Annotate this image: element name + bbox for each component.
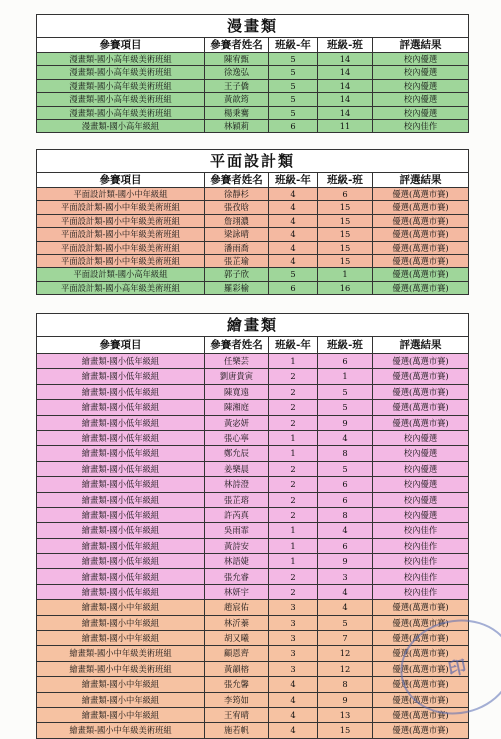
cell-class: 14 xyxy=(318,106,373,119)
cell-name: 徐逸弘 xyxy=(205,66,269,79)
comics-title: 漫畫類 xyxy=(37,15,469,38)
cell-name: 黃韻榕 xyxy=(205,661,269,676)
cell-result: 校內優選 xyxy=(373,446,469,461)
cell-result: 優選(萬選市賽) xyxy=(373,677,469,692)
header-class: 班級-班 xyxy=(318,337,373,354)
cell-class: 9 xyxy=(318,415,373,430)
table-row xyxy=(37,723,469,738)
cell-grade: 5 xyxy=(269,106,318,119)
cell-item: 漫畫類-國小高年級美術班組 xyxy=(37,66,205,79)
cell-grade: 1 xyxy=(269,538,318,553)
cell-item: 平面設計類-國小中年級美術班組 xyxy=(37,214,205,227)
cell-result: 校內佳作 xyxy=(373,584,469,599)
cell-grade: 1 xyxy=(269,554,318,569)
cell-grade: 2 xyxy=(269,461,318,476)
table-row xyxy=(37,66,469,79)
cell-result: 校內佳作 xyxy=(373,538,469,553)
cell-class: 3 xyxy=(318,569,373,584)
cell-grade: 3 xyxy=(269,600,318,615)
cell-item: 繪畫類-國小中年級美術班組 xyxy=(37,661,205,676)
cell-class: 1 xyxy=(318,369,373,384)
header-grade: 班級-年 xyxy=(269,38,318,53)
cell-grade: 4 xyxy=(269,201,318,214)
cell-class: 15 xyxy=(318,201,373,214)
cell-result: 校內優選 xyxy=(373,461,469,476)
cell-class: 6 xyxy=(318,538,373,553)
cell-class: 12 xyxy=(318,661,373,676)
table-row xyxy=(37,615,469,630)
cell-name: 林穎莉 xyxy=(205,119,269,132)
table-row xyxy=(37,492,469,507)
cell-name: 羅彩榆 xyxy=(205,281,269,294)
cell-name: 吳雨霏 xyxy=(205,523,269,538)
cell-grade: 2 xyxy=(269,400,318,415)
cell-result: 校內優選 xyxy=(373,492,469,507)
school-seal-stamp: 印 xyxy=(391,609,501,725)
cell-item: 平面設計類-國小高年級美術班組 xyxy=(37,281,205,294)
cell-class: 15 xyxy=(318,254,373,267)
table-row xyxy=(37,53,469,66)
cell-class: 15 xyxy=(318,241,373,254)
cell-name: 陳宥甄 xyxy=(205,53,269,66)
table-row xyxy=(37,523,469,538)
cell-name: 黃詩安 xyxy=(205,538,269,553)
cell-result: 優選(萬選市賽) xyxy=(373,354,469,369)
cell-result: 優選(萬選市賽) xyxy=(373,241,469,254)
cell-item: 繪畫類-國小中年級組 xyxy=(37,677,205,692)
cell-item: 漫畫類-國小高年級美術班組 xyxy=(37,93,205,106)
cell-name: 林沂蓁 xyxy=(205,615,269,630)
table-row xyxy=(37,79,469,92)
table-row xyxy=(37,461,469,476)
cell-name: 陳寬遠 xyxy=(205,384,269,399)
table-row xyxy=(37,631,469,646)
cell-grade: 4 xyxy=(269,707,318,722)
cell-grade: 2 xyxy=(269,477,318,492)
cell-item: 平面設計類-國小中年級美術班組 xyxy=(37,201,205,214)
cell-class: 11 xyxy=(318,119,373,132)
cell-grade: 1 xyxy=(269,446,318,461)
cell-result: 優選(萬選市賽) xyxy=(373,214,469,227)
table-row xyxy=(37,106,469,119)
cell-class: 7 xyxy=(318,631,373,646)
cell-class: 6 xyxy=(318,492,373,507)
comics-table xyxy=(36,14,469,133)
cell-name: 趙宸佑 xyxy=(205,600,269,615)
cell-name: 李筠如 xyxy=(205,692,269,707)
cell-class: 4 xyxy=(318,584,373,599)
table-row xyxy=(37,415,469,430)
cell-result: 優選(萬選市賽) xyxy=(373,646,469,661)
cell-class: 15 xyxy=(318,228,373,241)
cell-name: 黃歆筠 xyxy=(205,93,269,106)
cell-result: 校內優選 xyxy=(373,53,469,66)
cell-grade: 2 xyxy=(269,569,318,584)
cell-name: 陳湘庭 xyxy=(205,400,269,415)
cell-class: 1 xyxy=(318,268,373,281)
cell-result: 優選(萬選市賽) xyxy=(373,384,469,399)
cell-item: 繪畫類-國小低年級組 xyxy=(37,538,205,553)
table-row xyxy=(37,354,469,369)
cell-result: 校內佳作 xyxy=(373,119,469,132)
cell-result: 優選(萬選市賽) xyxy=(373,268,469,281)
cell-class: 15 xyxy=(318,214,373,227)
cell-item: 繪畫類-國小低年級組 xyxy=(37,400,205,415)
table-row xyxy=(37,214,469,227)
cell-item: 繪畫類-國小低年級組 xyxy=(37,354,205,369)
cell-class: 14 xyxy=(318,79,373,92)
cell-name: 林語婕 xyxy=(205,554,269,569)
header-result: 評選結果 xyxy=(373,173,469,188)
table-row xyxy=(37,188,469,201)
header-item: 參賽項目 xyxy=(37,337,205,354)
cell-item: 繪畫類-國小低年級組 xyxy=(37,430,205,445)
cell-name: 張孜晗 xyxy=(205,201,269,214)
cell-grade: 5 xyxy=(269,66,318,79)
cell-item: 繪畫類-國小中年級組 xyxy=(37,600,205,615)
cell-name: 顧恩齊 xyxy=(205,646,269,661)
cell-result: 優選(萬選市賽) xyxy=(373,188,469,201)
cell-class: 5 xyxy=(318,400,373,415)
cell-grade: 5 xyxy=(269,53,318,66)
cell-name: 郭子欣 xyxy=(205,268,269,281)
cell-class: 6 xyxy=(318,477,373,492)
cell-name: 胡又曦 xyxy=(205,631,269,646)
graphic-title: 平面設計類 xyxy=(37,150,469,173)
cell-item: 繪畫類-國小低年級組 xyxy=(37,384,205,399)
table-row xyxy=(37,400,469,415)
header-grade: 班級-年 xyxy=(269,173,318,188)
header-name: 參賽者姓名 xyxy=(205,38,269,53)
table-row xyxy=(37,254,469,267)
cell-result: 校內優選 xyxy=(373,477,469,492)
cell-grade: 2 xyxy=(269,507,318,522)
table-row xyxy=(37,281,469,294)
cell-item: 繪畫類-國小低年級組 xyxy=(37,477,205,492)
cell-result: 優選(萬選市賽) xyxy=(373,692,469,707)
header-result: 評選結果 xyxy=(373,337,469,354)
cell-result: 校內優選 xyxy=(373,430,469,445)
header-grade: 班級-年 xyxy=(269,337,318,354)
cell-result: 優選(萬選市賽) xyxy=(373,415,469,430)
cell-item: 平面設計類-國小中年級美術班組 xyxy=(37,254,205,267)
cell-class: 4 xyxy=(318,430,373,445)
table-row xyxy=(37,93,469,106)
cell-grade: 2 xyxy=(269,584,318,599)
cell-grade: 2 xyxy=(269,415,318,430)
cell-result: 優選(萬選市賽) xyxy=(373,723,469,738)
cell-item: 繪畫類-國小低年級組 xyxy=(37,523,205,538)
cell-class: 6 xyxy=(318,188,373,201)
cell-grade: 5 xyxy=(269,79,318,92)
header-class: 班級-班 xyxy=(318,38,373,53)
cell-result: 優選(萬選市賽) xyxy=(373,615,469,630)
cell-result: 優選(萬選市賽) xyxy=(373,281,469,294)
table-row xyxy=(37,369,469,384)
cell-result: 優選(萬選市賽) xyxy=(373,631,469,646)
cell-result: 校內優選 xyxy=(373,66,469,79)
cell-class: 16 xyxy=(318,281,373,294)
cell-grade: 4 xyxy=(269,188,318,201)
table-row xyxy=(37,584,469,599)
cell-class: 8 xyxy=(318,677,373,692)
cell-grade: 6 xyxy=(269,281,318,294)
cell-result: 優選(萬選市賽) xyxy=(373,600,469,615)
cell-result: 優選(萬選市賽) xyxy=(373,661,469,676)
cell-name: 鄭允辰 xyxy=(205,446,269,461)
cell-item: 繪畫類-國小低年級組 xyxy=(37,584,205,599)
table-row xyxy=(37,446,469,461)
cell-name: 詹翊濃 xyxy=(205,214,269,227)
cell-item: 繪畫類-國小中年級組 xyxy=(37,631,205,646)
cell-grade: 4 xyxy=(269,241,318,254)
drawing-title: 繪畫類 xyxy=(37,314,469,337)
table-row xyxy=(37,268,469,281)
header-item: 參賽項目 xyxy=(37,173,205,188)
cell-name: 許芮真 xyxy=(205,507,269,522)
cell-class: 8 xyxy=(318,507,373,522)
cell-name: 楊秉騫 xyxy=(205,106,269,119)
cell-grade: 1 xyxy=(269,354,318,369)
cell-name: 張允睿 xyxy=(205,569,269,584)
cell-name: 姜樂晨 xyxy=(205,461,269,476)
cell-item: 繪畫類-國小低年級組 xyxy=(37,369,205,384)
cell-grade: 4 xyxy=(269,254,318,267)
cell-item: 平面設計類-國小中年級美術班組 xyxy=(37,228,205,241)
cell-grade: 6 xyxy=(269,119,318,132)
cell-class: 6 xyxy=(318,354,373,369)
cell-item: 漫畫類-國小高年級美術班組 xyxy=(37,53,205,66)
cell-name: 潘雨喬 xyxy=(205,241,269,254)
cell-name: 劉唐貴寅 xyxy=(205,369,269,384)
cell-grade: 3 xyxy=(269,631,318,646)
table-row xyxy=(37,477,469,492)
cell-grade: 4 xyxy=(269,214,318,227)
cell-name: 林妍宇 xyxy=(205,584,269,599)
table-row xyxy=(37,241,469,254)
cell-result: 校內佳作 xyxy=(373,569,469,584)
cell-result: 優選(萬選市賽) xyxy=(373,228,469,241)
cell-class: 5 xyxy=(318,384,373,399)
cell-name: 徐靜杉 xyxy=(205,188,269,201)
cell-result: 校內佳作 xyxy=(373,523,469,538)
cell-item: 平面設計類-國小中年級美術班組 xyxy=(37,241,205,254)
table-row xyxy=(37,384,469,399)
header-name: 參賽者姓名 xyxy=(205,337,269,354)
cell-class: 12 xyxy=(318,646,373,661)
cell-class: 9 xyxy=(318,692,373,707)
table-row xyxy=(37,201,469,214)
table-row xyxy=(37,554,469,569)
cell-item: 繪畫類-國小低年級組 xyxy=(37,446,205,461)
cell-item: 漫畫類-國小高年級美術班組 xyxy=(37,79,205,92)
cell-result: 校內優選 xyxy=(373,79,469,92)
cell-name: 施若帆 xyxy=(205,723,269,738)
cell-result: 優選(萬選市賽) xyxy=(373,254,469,267)
cell-item: 繪畫類-國小低年級組 xyxy=(37,507,205,522)
cell-result: 校內優選 xyxy=(373,106,469,119)
cell-item: 繪畫類-國小低年級組 xyxy=(37,554,205,569)
table-row xyxy=(37,507,469,522)
cell-name: 張心寧 xyxy=(205,430,269,445)
cell-item: 平面設計類-國小中年級組 xyxy=(37,188,205,201)
table-row xyxy=(37,600,469,615)
table-row xyxy=(37,430,469,445)
cell-item: 繪畫類-國小低年級組 xyxy=(37,461,205,476)
cell-name: 黃宓妍 xyxy=(205,415,269,430)
cell-name: 梁詠晴 xyxy=(205,228,269,241)
cell-item: 繪畫類-國小中年級美術班組 xyxy=(37,646,205,661)
cell-result: 優選(萬選市賽) xyxy=(373,201,469,214)
table-row xyxy=(37,707,469,722)
cell-name: 張芷瑢 xyxy=(205,492,269,507)
cell-item: 繪畫類-國小中年級組 xyxy=(37,707,205,722)
cell-class: 8 xyxy=(318,446,373,461)
cell-item: 繪畫類-國小低年級組 xyxy=(37,415,205,430)
cell-name: 張芷瑜 xyxy=(205,254,269,267)
cell-grade: 2 xyxy=(269,384,318,399)
cell-item: 繪畫類-國小中年級組 xyxy=(37,615,205,630)
cell-name: 王宥晴 xyxy=(205,707,269,722)
cell-item: 漫畫類-國小高年級組 xyxy=(37,119,205,132)
cell-grade: 3 xyxy=(269,615,318,630)
cell-class: 5 xyxy=(318,615,373,630)
cell-result: 校內優選 xyxy=(373,507,469,522)
cell-grade: 1 xyxy=(269,523,318,538)
cell-name: 任樂芸 xyxy=(205,354,269,369)
table-row xyxy=(37,228,469,241)
cell-item: 繪畫類-國小低年級組 xyxy=(37,492,205,507)
header-result: 評選結果 xyxy=(373,38,469,53)
cell-grade: 4 xyxy=(269,228,318,241)
cell-grade: 4 xyxy=(269,677,318,692)
cell-item: 繪畫類-國小中年級美術班組 xyxy=(37,723,205,738)
cell-name: 林詩澄 xyxy=(205,477,269,492)
cell-grade: 4 xyxy=(269,723,318,738)
cell-result: 優選(萬選市賽) xyxy=(373,369,469,384)
cell-result: 優選(萬選市賽) xyxy=(373,400,469,415)
cell-grade: 5 xyxy=(269,268,318,281)
header-name: 參賽者姓名 xyxy=(205,173,269,188)
table-row xyxy=(37,569,469,584)
cell-grade: 3 xyxy=(269,661,318,676)
header-item: 參賽項目 xyxy=(37,38,205,53)
cell-result: 優選(萬選市賽) xyxy=(373,707,469,722)
cell-class: 9 xyxy=(318,554,373,569)
cell-grade: 2 xyxy=(269,369,318,384)
cell-item: 平面設計類-國小高年級組 xyxy=(37,268,205,281)
cell-name: 王子僑 xyxy=(205,79,269,92)
cell-class: 14 xyxy=(318,53,373,66)
table-row xyxy=(37,119,469,132)
cell-result: 校內優選 xyxy=(373,93,469,106)
cell-item: 漫畫類-國小高年級美術班組 xyxy=(37,106,205,119)
cell-class: 13 xyxy=(318,707,373,722)
graphic-design-table xyxy=(36,149,469,295)
cell-class: 5 xyxy=(318,461,373,476)
cell-class: 14 xyxy=(318,93,373,106)
cell-grade: 1 xyxy=(269,430,318,445)
cell-grade: 5 xyxy=(269,93,318,106)
cell-name: 張允馨 xyxy=(205,677,269,692)
cell-grade: 2 xyxy=(269,492,318,507)
cell-grade: 4 xyxy=(269,692,318,707)
cell-class: 15 xyxy=(318,723,373,738)
cell-item: 繪畫類-國小低年級組 xyxy=(37,569,205,584)
cell-class: 14 xyxy=(318,66,373,79)
table-row xyxy=(37,538,469,553)
cell-class: 4 xyxy=(318,523,373,538)
cell-grade: 3 xyxy=(269,646,318,661)
cell-class: 4 xyxy=(318,600,373,615)
cell-item: 繪畫類-國小中年級組 xyxy=(37,692,205,707)
cell-result: 校內佳作 xyxy=(373,554,469,569)
header-class: 班級-班 xyxy=(318,173,373,188)
